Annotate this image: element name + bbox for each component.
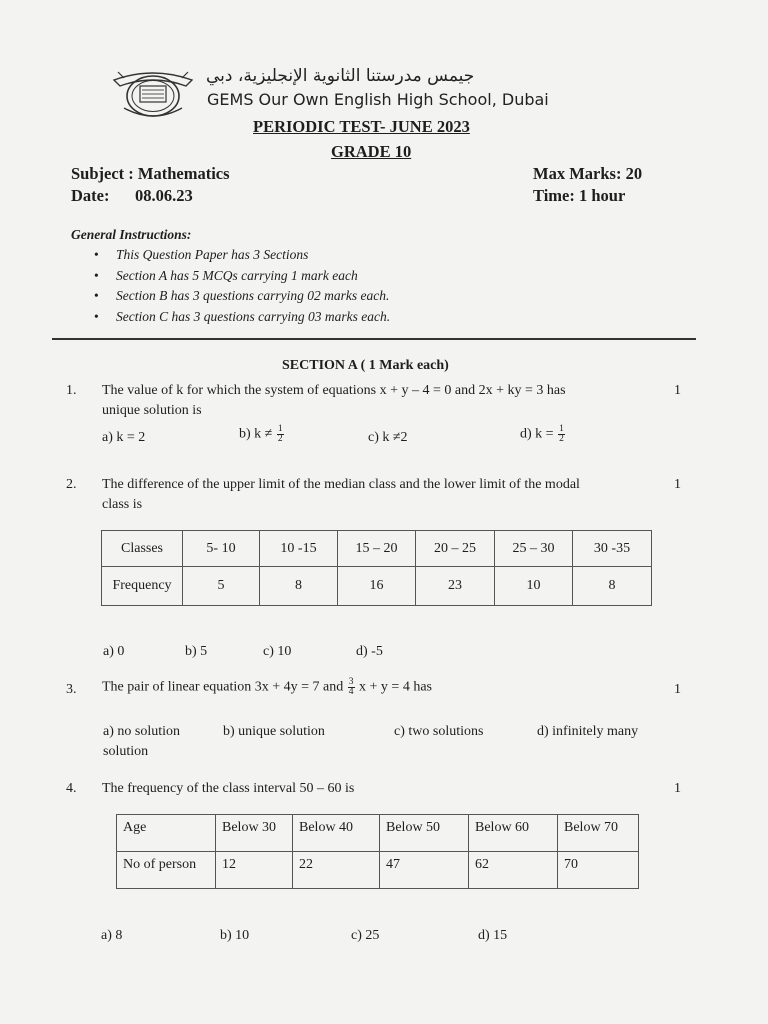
divider-line — [52, 338, 696, 340]
table-cell: 15 – 20 — [338, 531, 416, 567]
fraction-numerator: 3 — [348, 677, 354, 687]
table-cell: Below 30 — [216, 815, 293, 852]
option-b: b) 10 — [220, 928, 250, 943]
table-cell: Below 60 — [469, 815, 558, 852]
cumulative-frequency-table — [116, 814, 639, 889]
option-c: c) k ≠2 — [368, 430, 408, 445]
option-a: a) k = 2 — [102, 430, 146, 445]
date-value: 08.06.23 — [135, 186, 193, 205]
table-cell: 12 — [216, 852, 293, 889]
grade-title: GRADE 10 — [331, 142, 412, 161]
table-cell: 5- 10 — [183, 531, 260, 567]
option-a: a) 0 — [103, 644, 125, 659]
date-label: Date: — [71, 186, 110, 205]
table-cell: Below 40 — [293, 815, 380, 852]
option-d-continuation: solution — [103, 744, 149, 759]
table-row — [117, 815, 639, 852]
table-cell: 70 — [558, 852, 639, 889]
option-c: c) two solutions — [394, 724, 484, 739]
question-text: The difference of the upper limit of the median class and the lower limit of the modal — [102, 477, 580, 492]
question-text: unique solution is — [102, 403, 202, 418]
question-text-part: x + y = 4 has — [359, 679, 432, 695]
table-cell: Below 50 — [380, 815, 469, 852]
question-text: The frequency of the class interval 50 – 60 is — [102, 781, 355, 796]
school-crest-logo — [110, 66, 196, 120]
option-d: d) infinitely many — [537, 724, 639, 739]
option-d-text: d) k = — [520, 426, 554, 442]
fraction — [348, 678, 355, 697]
fraction-denominator: 2 — [559, 434, 564, 444]
table-cell: 8 — [573, 567, 652, 606]
option-d — [520, 425, 566, 444]
instructions-heading: General Instructions: — [71, 227, 192, 242]
fraction-numerator: 1 — [559, 424, 564, 434]
table-cell: Below 70 — [558, 815, 639, 852]
question-number: 1. — [66, 383, 77, 398]
table-cell: 30 -35 — [573, 531, 652, 567]
question-text — [102, 678, 432, 697]
question-number: 2. — [66, 477, 77, 492]
school-name-english: GEMS Our Own English High School, Dubai — [207, 90, 549, 109]
section-a-heading: SECTION A ( 1 Mark each) — [282, 358, 449, 373]
question-text: The value of k for which the system of equations x + y – 4 = 0 and 2x + ky = 3 has — [102, 383, 566, 398]
question-text: class is — [102, 497, 143, 512]
question-marks: 1 — [674, 682, 681, 697]
table-row — [102, 531, 652, 567]
option-b — [239, 425, 285, 444]
test-title: PERIODIC TEST- JUNE 2023 — [253, 117, 470, 136]
question-marks: 1 — [674, 383, 681, 398]
fraction-numerator: 1 — [277, 424, 283, 434]
table-row — [102, 567, 652, 606]
instruction-item: • Section B has 3 questions carrying 02 marks each. — [94, 286, 390, 307]
subject-label: Subject : Mathematics — [71, 164, 230, 183]
instruction-item: • Section A has 5 MCQs carrying 1 mark each — [94, 266, 390, 287]
time-allowed: Time: 1 hour — [533, 186, 626, 205]
fraction — [277, 425, 284, 444]
table-cell: 62 — [469, 852, 558, 889]
question-number: 3. — [66, 682, 77, 697]
table-cell: 10 — [495, 567, 573, 606]
table-cell: 5 — [183, 567, 260, 606]
table-cell: Frequency — [102, 567, 183, 606]
option-c: c) 25 — [351, 928, 380, 943]
question-number: 4. — [66, 781, 77, 796]
table-cell: 25 – 30 — [495, 531, 573, 567]
instructions-list — [94, 245, 390, 327]
option-b-text: b) k ≠ — [239, 426, 273, 442]
table-cell: No of person — [117, 852, 216, 889]
question-text-part: The pair of linear equation 3x + 4y = 7 and — [102, 679, 344, 695]
fraction — [558, 425, 565, 444]
max-marks: Max Marks: 20 — [533, 164, 643, 183]
option-b: b) 5 — [185, 644, 208, 659]
option-b: b) unique solution — [223, 724, 325, 739]
table-cell: 10 -15 — [260, 531, 338, 567]
table-cell: Classes — [102, 531, 183, 567]
question-marks: 1 — [674, 477, 681, 492]
option-d: d) 15 — [478, 928, 508, 943]
table-cell: 20 – 25 — [416, 531, 495, 567]
table-cell: 8 — [260, 567, 338, 606]
option-a: a) 8 — [101, 928, 123, 943]
option-d: d) -5 — [356, 644, 383, 659]
school-name-arabic: جيمس مدرستنا الثانوية الإنجليزية، دبي — [206, 66, 475, 86]
option-c: c) 10 — [263, 644, 292, 659]
instruction-item: • Section C has 3 questions carrying 03 marks each. — [94, 307, 390, 328]
question-marks: 1 — [674, 781, 681, 796]
frequency-table — [101, 530, 652, 606]
table-cell: 23 — [416, 567, 495, 606]
instruction-item: • This Question Paper has 3 Sections — [94, 245, 390, 266]
fraction-denominator: 4 — [348, 687, 354, 697]
fraction-denominator: 2 — [277, 434, 283, 444]
table-cell: 16 — [338, 567, 416, 606]
option-a: a) no solution — [103, 724, 180, 739]
table-cell: 22 — [293, 852, 380, 889]
table-cell: Age — [117, 815, 216, 852]
table-row — [117, 852, 639, 889]
table-cell: 47 — [380, 852, 469, 889]
